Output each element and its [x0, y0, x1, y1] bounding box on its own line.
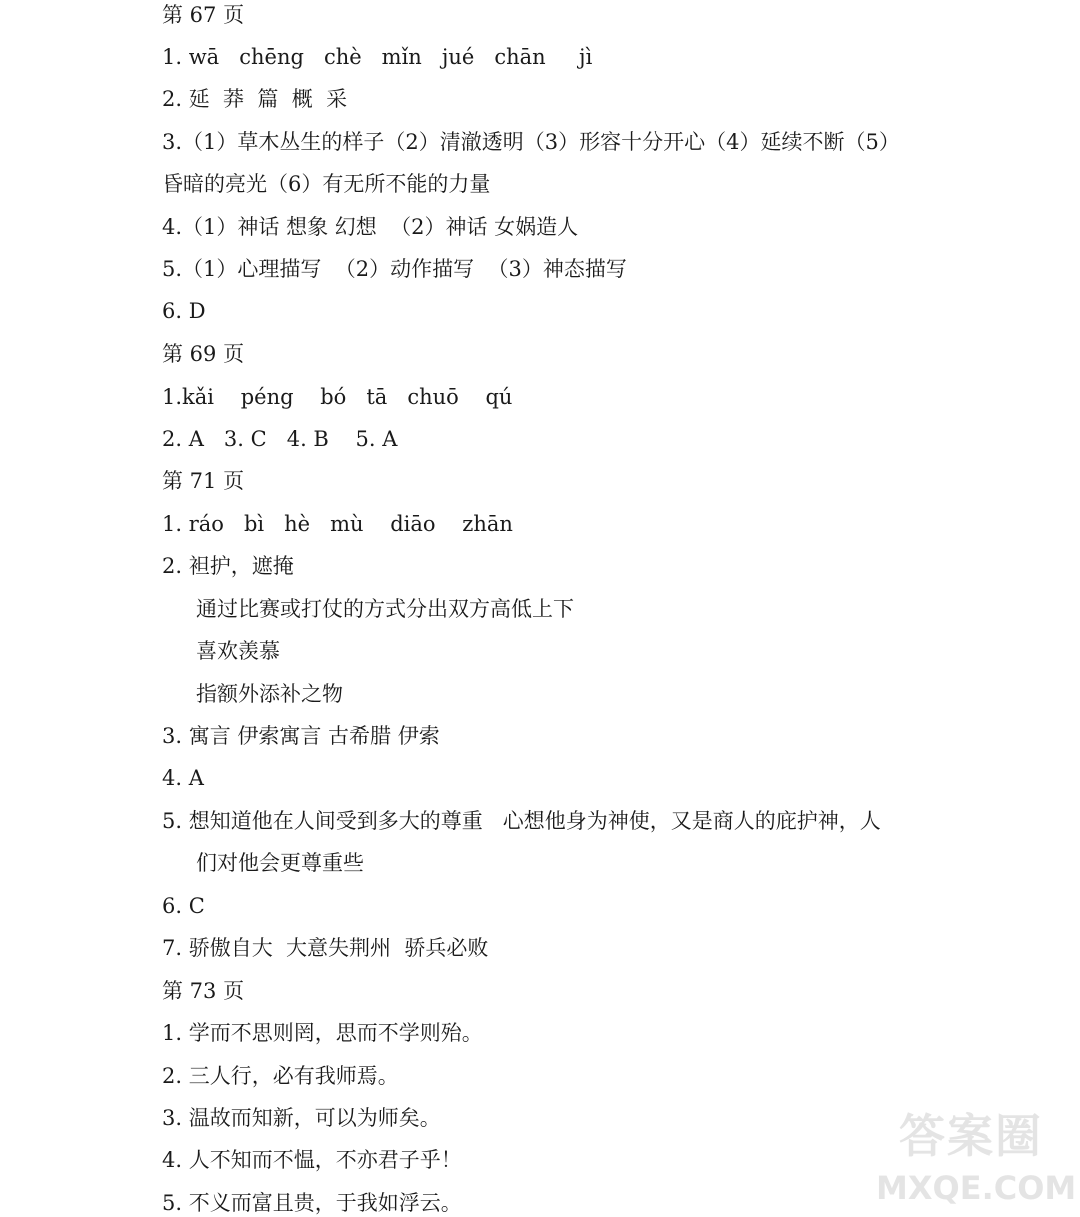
answer-line: 4. 人不知而不愠，不亦君子乎！: [162, 1148, 462, 1172]
answer-line: 3. 寓言 伊索寓言 古希腊 伊索: [162, 724, 440, 748]
watermark-logo: [876, 1106, 1077, 1210]
answer-line: 2. 袒护，遮掩: [162, 554, 294, 578]
answer-line: 指额外添补之物: [196, 682, 343, 706]
answer-line: 4. A: [162, 766, 204, 790]
watermark-title: 答案圈: [899, 1109, 1043, 1163]
answer-line: 3.（1）草木丛生的样子（2）清澈透明（3）形容十分开心（4）延续不断（5）: [162, 130, 900, 154]
answer-line: 们对他会更尊重些: [196, 851, 364, 875]
answer-line: 昏暗的亮光（6）有无所不能的力量: [162, 172, 491, 196]
page-heading-69: 第 69 页: [162, 342, 245, 366]
answer-line: 1. ráo bì hè mù diāo zhān: [162, 512, 513, 536]
answer-line: 1. 学而不思则罔，思而不学则殆。: [162, 1021, 483, 1045]
page-heading-67: 第 67 页: [162, 3, 245, 27]
answer-line: 5. 想知道他在人间受到多大的尊重 心想他身为神使，又是商人的庇护神，人: [162, 809, 881, 833]
answer-line: 5.（1）心理描写 （2）动作描写 （3）神态描写: [162, 257, 627, 281]
answer-line: 1. wā chēng chè mǐn jué chān jì: [162, 45, 593, 69]
answer-line: 2. A 3. C 4. B 5. A: [162, 427, 398, 451]
answer-line: 2. 延 莽 篇 概 采: [162, 87, 348, 111]
page-heading-71: 第 71 页: [162, 469, 245, 493]
answer-line: 通过比赛或打仗的方式分出双方高低上下: [196, 597, 574, 621]
answer-line: 6. D: [162, 299, 206, 323]
watermark-domain: MXQE.COM: [876, 1169, 1077, 1207]
answer-line: 喜欢羡慕: [196, 639, 280, 663]
answer-line: 2. 三人行，必有我师焉。: [162, 1064, 399, 1088]
answer-line: 1.kǎi péng bó tā chuō qú: [162, 385, 513, 409]
answer-line: 7. 骄傲自大 大意失荆州 骄兵必败: [162, 936, 489, 960]
answer-line: 6. C: [162, 894, 205, 918]
answer-line: 4.（1）神话 想象 幻想 （2）神话 女娲造人: [162, 215, 579, 239]
answer-line: 5. 不义而富且贵，于我如浮云。: [162, 1191, 462, 1215]
page-heading-73: 第 73 页: [162, 979, 245, 1003]
answer-line: 3. 温故而知新，可以为师矣。: [162, 1106, 441, 1130]
